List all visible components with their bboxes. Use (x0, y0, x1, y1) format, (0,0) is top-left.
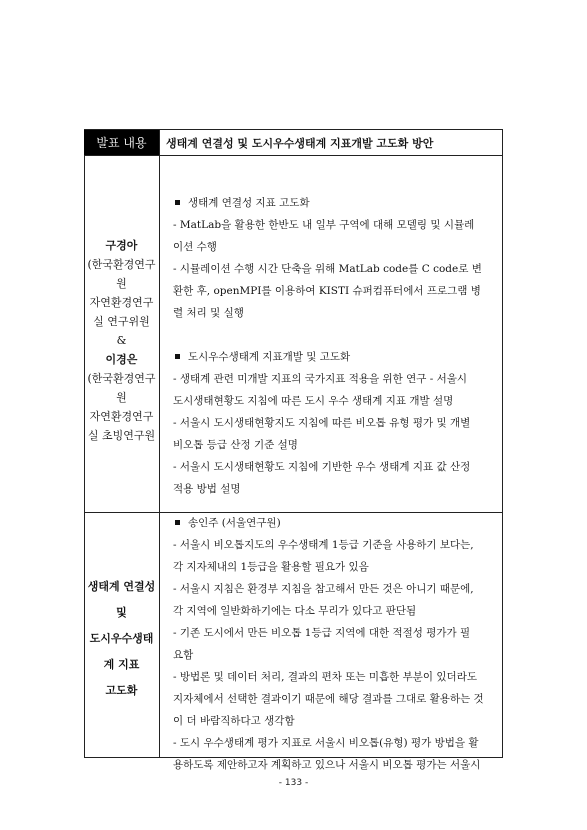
bullet-heading: 생태계 연결성 지표 고도화 (173, 192, 503, 214)
column-divider (159, 129, 160, 758)
header-title: 생태계 연결성 및 도시우수생태계 지표개발 고도화 방안 (166, 136, 434, 150)
text-line: 적용 방법 설명 (173, 483, 241, 495)
presenter-2-org: 원 (116, 391, 127, 404)
topic-line: 도시우수생태 (89, 632, 154, 645)
text-line: 렬 처리 및 실행 (173, 307, 244, 319)
text-line: 각 지역에 일반화하기에는 다소 무리가 있다고 판단됨 (173, 605, 417, 617)
presenter-1-name: 구경아 (105, 239, 138, 252)
text-line: 이션 수행 (173, 241, 217, 253)
text-line: 환한 후, openMPI를 이용하여 KISTI 슈퍼컴퓨터에서 프로그램 병 (173, 285, 481, 297)
blank-line (173, 324, 503, 346)
text-line: - 방법론 및 데이터 처리, 결과의 편차 또는 미흡한 부분이 있더라도 (173, 671, 477, 683)
text-line: 비오톱 등급 산정 기준 설명 (173, 439, 298, 451)
text-line: - 서울시 도시생태현황도 지침에 기반한 우수 생태계 지표 값 산정 (173, 461, 471, 473)
text-line: - 서울시 지침은 환경부 지침을 참고해서 만든 것은 아니기 때문에, (173, 583, 474, 595)
text-line: 지자체에서 선택한 결과이기 때문에 해당 결과를 그대로 활용하는 것 (173, 693, 484, 705)
topic-line: 계 지표 (103, 658, 140, 671)
square-bullet-icon (175, 354, 180, 359)
topic-line: 생태계 연결성 (87, 580, 156, 593)
text-line: 각 지자체내의 1등급을 활용할 필요가 있음 (173, 561, 369, 573)
presenter-2-org: 실 초빙연구원 (87, 429, 156, 442)
text-line: 용하도록 제안하고자 계획하고 있으나 서울시 비오톱 평가는 서울시 (173, 759, 481, 771)
text-line: - 시뮬레이션 수행 시간 단축을 위해 MatLab code를 C code로 변 (173, 263, 482, 275)
ampersand: & (116, 334, 127, 347)
header-bottom-border (84, 155, 503, 156)
presenter-1-org: 자연환경연구 (89, 296, 154, 309)
text-line: 이 더 바람직하다고 생각함 (173, 715, 295, 727)
presenter-1-org: (한국환경연구 (87, 258, 156, 271)
square-bullet-icon (175, 200, 180, 205)
presenters-cell (84, 236, 159, 445)
text-line: - 도시 우수생태계 평가 지표로 서울시 비오톱(유형) 평가 방법을 활 (173, 737, 479, 749)
text-line: - 서울시 도시생태현황지도 지침에 따른 비오톱 유형 평가 및 개별 (173, 417, 471, 429)
presenter-2-org: (한국환경연구 (87, 372, 156, 385)
topic-line: 고도화 (105, 684, 138, 697)
presenter-1-org: 실 연구위원 (93, 315, 150, 328)
presenter-2-org: 자연환경연구 (89, 410, 154, 423)
text-line: 도시생태현황도 지침에 따른 도시 우수 생태계 지표 개발 설명 (173, 395, 454, 407)
bullet-heading: 송인주 (서울연구원) (173, 512, 503, 534)
section1-content (173, 192, 503, 500)
text-line: - 서울시 비오톱지도의 우수생태계 1등급 기준을 사용하기 보다는, (173, 539, 474, 551)
section2-content (173, 512, 503, 776)
bullet-heading: 도시우수생태계 지표개발 및 고도화 (173, 346, 503, 368)
text-line: - 기존 도시에서 만든 비오톱 1등급 지역에 대한 적절성 평가가 필 (173, 627, 471, 639)
text-line: - MatLab을 활용한 한반도 내 일부 구역에 대해 모델링 및 시뮬레 (173, 219, 475, 231)
text-line: 요함 (173, 649, 194, 661)
presenter-2-name: 이경은 (105, 353, 138, 366)
section2-topic-cell (84, 576, 159, 702)
page-number: - 133 - (278, 778, 309, 788)
square-bullet-icon (175, 520, 180, 525)
topic-line: 및 (116, 606, 127, 619)
header-label: 발표 내용 (84, 130, 159, 155)
presenter-1-org: 원 (116, 277, 127, 290)
text-line: - 생태계 관련 미개발 지표의 국가지표 적용을 위한 연구 - 서울시 (173, 373, 468, 385)
